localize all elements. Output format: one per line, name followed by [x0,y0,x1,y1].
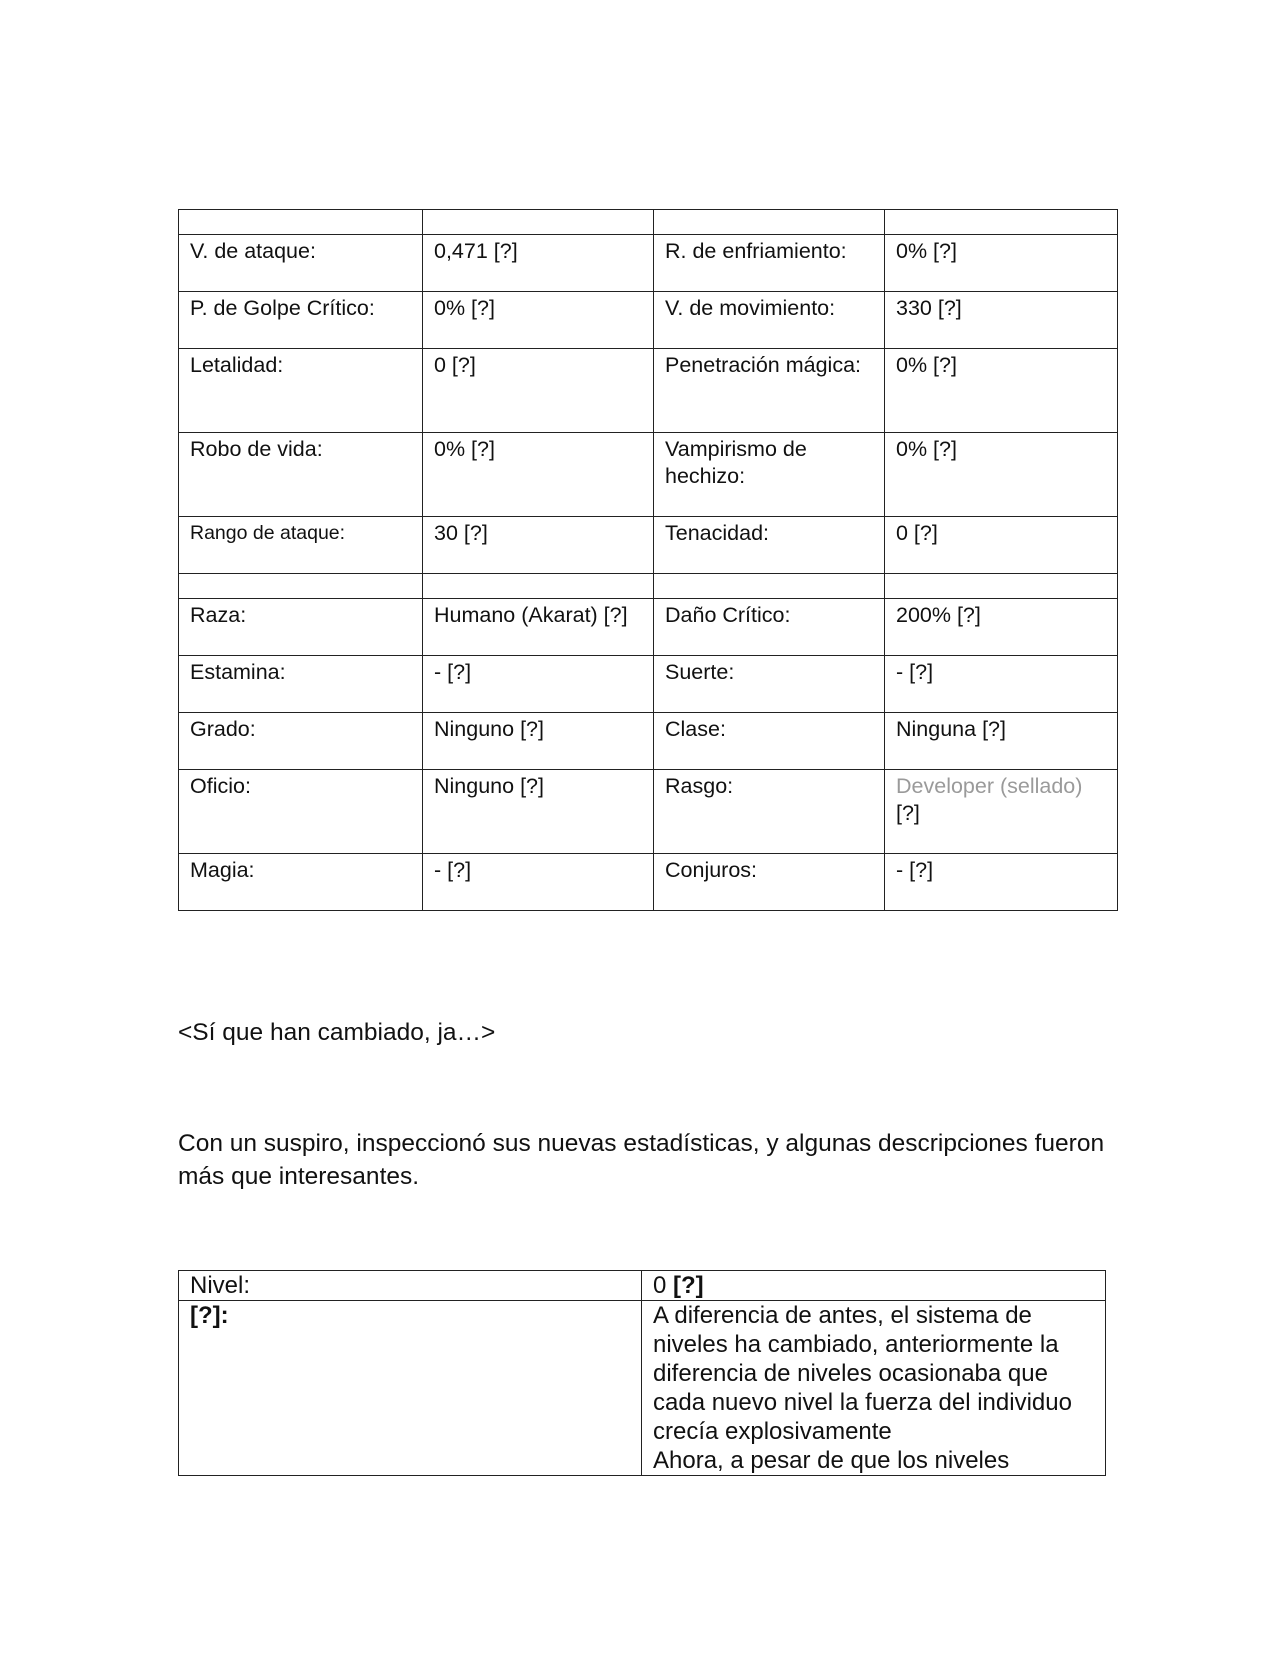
stat-row-magic [179,854,1118,911]
stat-label: Vampirismo de hechizo: [654,433,885,517]
stat-label: Daño Crítico: [654,599,885,656]
spacer-row [179,574,1118,599]
help-label: [?]: [179,1301,642,1476]
empty-cell [423,210,654,235]
stat-row-lethality [179,349,1118,433]
level-label: Nivel: [179,1271,642,1301]
empty-cell [179,210,423,235]
stat-row-lifesteal [179,433,1118,517]
stat-label: Estamina: [179,656,423,713]
level-number: 0 [653,1272,674,1299]
stat-row-race [179,599,1118,656]
stat-label: P. de Golpe Crítico: [179,292,423,349]
stat-label: Tenacidad: [654,517,885,574]
sealed-trait-text: Developer (sellado) [896,774,1083,798]
stat-value: 0 [?] [423,349,654,433]
stat-label: Suerte: [654,656,885,713]
stat-label: Raza: [179,599,423,656]
stat-value: - [?] [885,656,1118,713]
level-table [178,1270,1106,1476]
stat-row-stamina [179,656,1118,713]
stat-value: 0% [?] [423,292,654,349]
empty-cell [654,210,885,235]
stat-label: Oficio: [179,770,423,854]
help-marker: [?] [896,801,920,825]
empty-cell [179,574,423,599]
level-row [179,1271,1106,1301]
stat-value: 30 [?] [423,517,654,574]
stat-row-attack-range [179,517,1118,574]
stat-value: 0 [?] [885,517,1118,574]
stat-value: 330 [?] [885,292,1118,349]
stat-row-attack-speed [179,235,1118,292]
stat-value: Humano (Akarat) [?] [423,599,654,656]
empty-cell [885,574,1118,599]
stat-value: 0,471 [?] [423,235,654,292]
stat-row-trade [179,770,1118,854]
stat-value: 0% [?] [885,433,1118,517]
stat-value: Ninguno [?] [423,770,654,854]
stat-value: 0% [?] [885,235,1118,292]
stat-label: Clase: [654,713,885,770]
stat-label: Conjuros: [654,854,885,911]
stat-label: Rango de ataque: [179,517,423,574]
stat-label: Magia: [179,854,423,911]
empty-cell [654,574,885,599]
stat-value: - [?] [885,854,1118,911]
help-marker: [?] [673,1272,704,1299]
quote-paragraph: <Sí que han cambiado, ja…> [178,1019,496,1046]
stats-table [178,209,1118,911]
stat-value: Ninguno [?] [423,713,654,770]
stat-label: Penetración mágica: [654,349,885,433]
empty-cell [885,210,1118,235]
stat-label: V. de movimiento: [654,292,885,349]
stat-row-grade [179,713,1118,770]
stat-value: 0% [?] [423,433,654,517]
stat-label: V. de ataque: [179,235,423,292]
level-description: A diferencia de antes, el sistema de niveles ha cambiado, anteriormente la diferencia de niveles ocasionaba que cada nuevo nivel la fuerza del individuo crecía explosivamente Ahora, a pesar de que los niveles [642,1301,1106,1476]
stat-value: Ninguna [?] [885,713,1118,770]
stat-label: Rasgo: [654,770,885,854]
level-value [642,1271,1106,1301]
stat-row-crit-chance [179,292,1118,349]
level-help-row [179,1301,1106,1476]
stat-value-trait [885,770,1118,854]
spacer-row [179,210,1118,235]
stat-value: 0% [?] [885,349,1118,433]
stat-label: Grado: [179,713,423,770]
stat-value: - [?] [423,854,654,911]
empty-cell [423,574,654,599]
stat-value: - [?] [423,656,654,713]
narration-paragraph: Con un suspiro, inspeccionó sus nuevas estadísticas, y algunas descripciones fueron más que interesantes. [178,1130,1105,1190]
stat-label: R. de enfriamiento: [654,235,885,292]
stat-label: Robo de vida: [179,433,423,517]
stat-value: 200% [?] [885,599,1118,656]
stat-label: Letalidad: [179,349,423,433]
